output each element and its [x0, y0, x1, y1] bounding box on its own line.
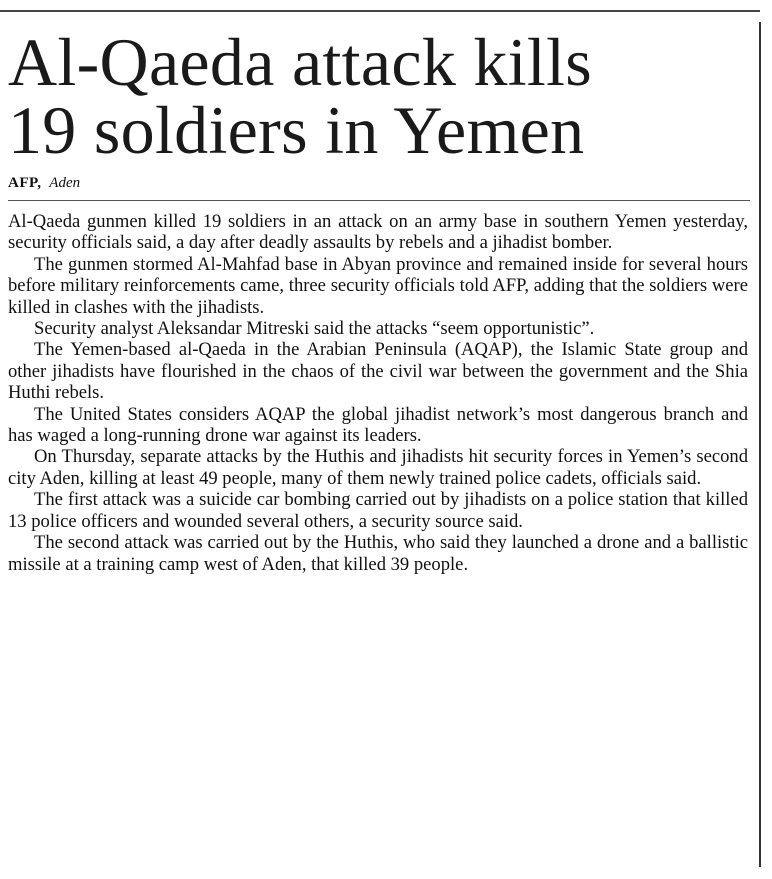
byline-rule [8, 200, 750, 201]
paragraph-4: The Yemen-based al-Qaeda in the Arabian Peninsula (AQAP), the Islamic State group and other jihadists have flourished in the chaos of the civil war between the government and the Shia Huthi rebels. [8, 339, 748, 404]
paragraph-5: The United States considers AQAP the global jihadist network’s most dangerous branch and has waged a long-running drone war against its leaders. [8, 403, 748, 447]
byline-agency: AFP, [8, 175, 42, 191]
top-rule [0, 10, 760, 12]
paragraph-8: The second attack was carried out by the Huthis, who said they launched a drone and a ballistic missile at a training camp west of Aden, that killed 39 people. [8, 532, 748, 575]
paragraph-1: Al-Qaeda gunmen killed 19 soldiers in an attack on an army base in southern Yemen yesterday, security officials said, a day after deadly assaults by rebels and a jihadist bomber. [8, 211, 748, 254]
article-body [8, 211, 748, 575]
paragraph-3: Security analyst Aleksandar Mitreski said the attacks “seem opportunistic”. [34, 318, 595, 340]
paragraph-7: The first attack was a suicide car bombing carried out by jihadists on a police station that killed 13 police officers and wounded several others, a security source said. [8, 489, 748, 532]
paragraph-2: The gunmen stormed Al-Mahfad base in Abyan province and remained inside for several hours before military reinforcements came, three security officials told AFP, adding that the soldiers were killed in clashes with the jihadists. [8, 253, 748, 318]
news-article [8, 24, 748, 575]
headline-line-1: Al-Qaeda attack kills [8, 24, 593, 100]
byline-place: Aden [49, 175, 81, 191]
paragraph-6: On Thursday, separate attacks by the Huthis and jihadists hit security forces in Yemen’s second city Aden, killing at least 49 people, many of them newly trained police cadets, officials said. [8, 446, 748, 489]
headline [8, 24, 748, 168]
column-rule [759, 22, 761, 867]
byline [8, 174, 748, 192]
headline-line-2: 19 soldiers in Yemen [8, 92, 585, 168]
